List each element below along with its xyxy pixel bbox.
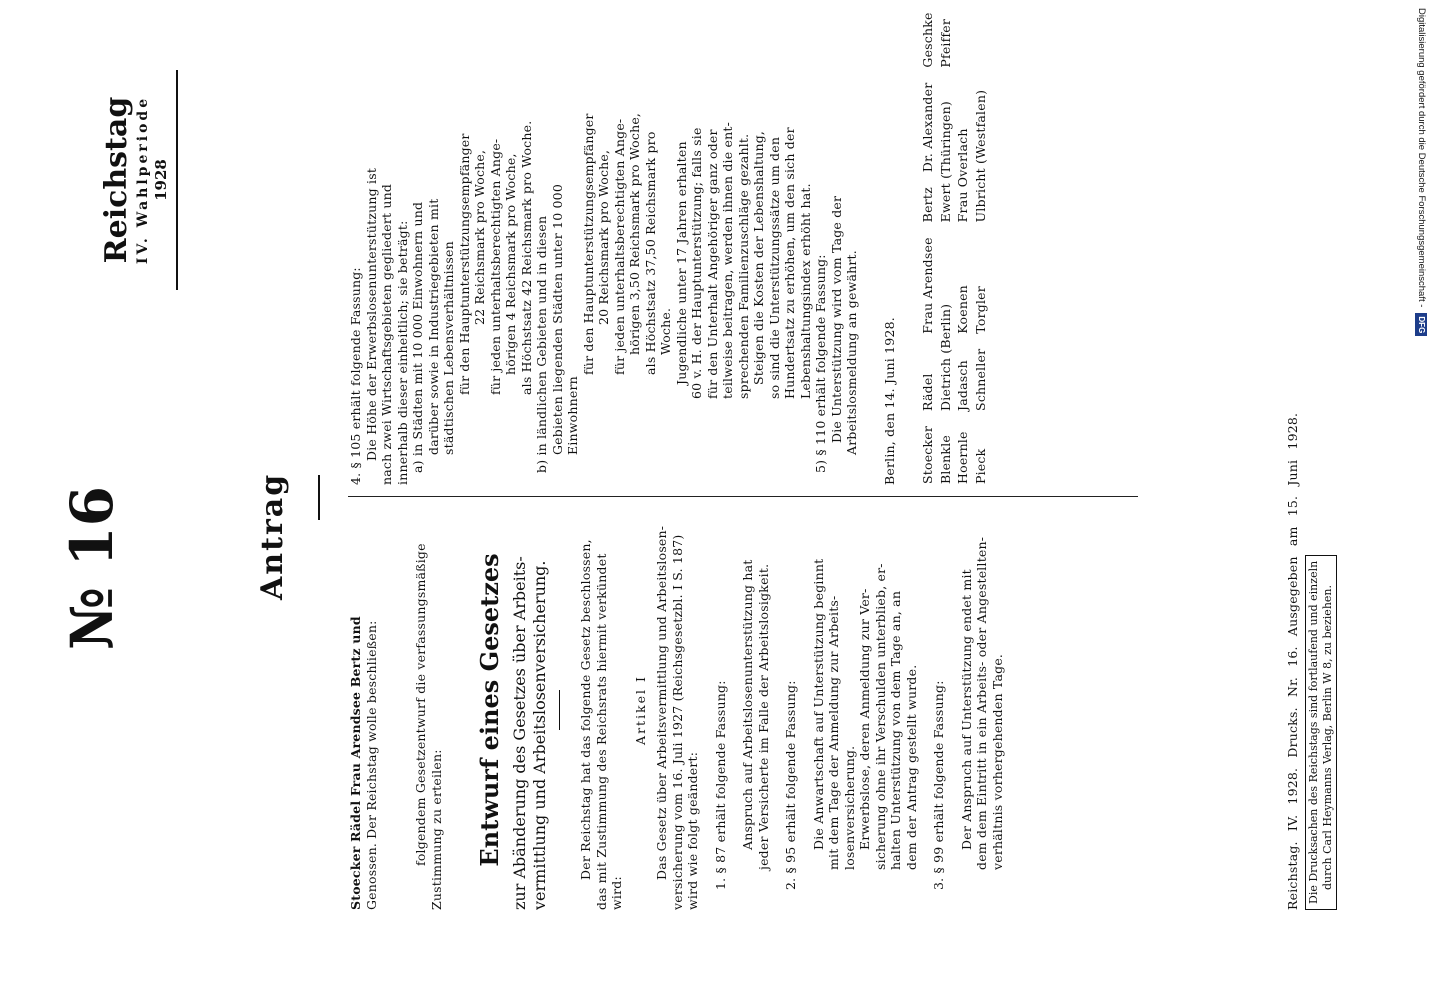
youth-line-2: 60 v. H. der Hauptunterstützung; falls sie (689, 127, 704, 399)
signatory: Ewert (Thüringen) (937, 101, 953, 223)
article-heading: Artikel I (632, 675, 648, 745)
item3-line-3: verhältnis vorhergehenden Tage. (989, 653, 1005, 870)
item2-line-3: losenversicherung. (841, 745, 857, 870)
a-line-2: darüber sowie in Industriegebieten mit (425, 198, 441, 455)
signatory: Dietrich (Berlin) (937, 303, 953, 411)
footer-line: Reichstag. IV. 1928. Drucks. Nr. 16. Ausgegeben am 15. Juni 1928. (1285, 412, 1300, 910)
signatory: Jadasch (955, 360, 970, 411)
signatory: Pieck (972, 448, 988, 484)
footer-box-line-2: durch Carl Heymanns Verlag, Berlin W 8, zu beziehen. (1320, 585, 1334, 890)
a-rate-3: für jeden unterhaltsberechtigten Ange- (487, 138, 503, 395)
item2-line-6: halten Unterstützung von dem Tage an, an (888, 590, 903, 870)
intro2-line-2: Zustimmung zu erteilen: (428, 749, 444, 910)
item1-line-2: jeder Versicherte im Falle der Arbeitslosigkeit. (755, 563, 771, 870)
a-rate-2: 22 Reichsmark pro Woche, (472, 149, 487, 325)
signatory: Ulbricht (Westfalen) (972, 89, 988, 223)
item3-line-1: Der Anspruch auf Unterstützung endet mit (958, 569, 974, 850)
youth-line-8: Hundertsatz zu erhöhen, um den sich der (782, 127, 797, 399)
signatory: Rädel (920, 373, 935, 411)
a-rate-5: als Höchstsatz 42 Reichsmark pro Woche. (518, 120, 534, 395)
document-number: № 16 (58, 486, 126, 650)
document-type: Antrag (255, 472, 290, 600)
intro-line-2: Genossen. Der Reichstag wolle beschließen: (363, 620, 379, 910)
item3-heading: 3. § 99 erhält folgende Fassung: (931, 680, 946, 890)
item5-line-1: Die Unterstützung wird vom Tage der (828, 195, 844, 443)
youth-line-1: Jugendliche unter 17 Jahren erhalten (673, 141, 689, 385)
signatory: Koenen (955, 285, 970, 334)
a-line-3: städtischen Lebensverhältnissen (441, 241, 456, 455)
item4-heading: 4. § 105 erhält folgende Fassung: (348, 267, 363, 485)
column-divider (348, 496, 1138, 497)
signatory: Stoecker (920, 425, 935, 484)
signatory: Bertz (920, 187, 935, 223)
b-line-3: Einwohnern (565, 376, 580, 455)
signatory: Frau Arendsee (920, 237, 935, 334)
signatory: Frau Overlach (955, 128, 970, 223)
a-rate-4: hörigen 4 Reichsmark pro Woche, (503, 153, 518, 375)
a-line-1: a) in Städten mit 10 000 Einwohnern und (410, 201, 425, 473)
subtitle-rule (559, 690, 560, 730)
signatory: Geschke (920, 12, 935, 68)
item4-line-1: Die Höhe der Erwerbslosenunterstützung ist (363, 167, 379, 461)
dfg-logo: DFG (1415, 313, 1427, 336)
b-rate-4: hörigen 3,50 Reichsmark pro Woche, (627, 112, 642, 355)
reichstag-title: Reichstag (99, 96, 134, 264)
youth-line-4: teilweise beitragen, werden ihnen die ent- (720, 121, 735, 399)
enact-line-1: Der Reichstag hat das folgende Gesetz beschlossen, (578, 539, 593, 880)
b-rate-5: als Höchstsatz 37,50 Reichsmark pro (642, 131, 658, 375)
item2-line-4: Erwerbslose, deren Anmeldung zur Ver- (857, 588, 872, 850)
footer (1285, 70, 1337, 910)
law-intro-3: wird wie folgt geändert: (685, 751, 700, 910)
draft-subtitle-2: vermittlung und Arbeitslosenversicherung. (530, 560, 549, 910)
signatory: Dr. Alexander (920, 82, 935, 173)
draft-title: Entwurf eines Gesetzes (475, 553, 504, 867)
item3-line-2: dem dem Eintritt in ein Arbeits- oder Angestellten- (974, 536, 989, 870)
item2-line-5: sicherung ohne ihr Verschulden unterblieb, er- (872, 563, 888, 870)
signatory: Torgler (972, 286, 988, 334)
youth-line-5: sprechenden Familienzuschläge gezahlt. (735, 133, 751, 399)
b-rate-6: Woche. (658, 307, 673, 355)
b-rate-1: für den Hauptunterstützungsempfänger (580, 113, 596, 375)
signatory-row (972, 11, 990, 485)
item5-line-2: Arbeitslosmeldung an gewährt. (844, 250, 859, 455)
item4-line-2: nach zwei Wirtschaftsgebieten gegliedert und (379, 183, 394, 485)
reichstag-header (100, 60, 170, 300)
enact-line-2: das mit Zustimmung des Reichsrats hiermit verkündet (593, 553, 609, 910)
youth-line-3: für den Unterhalt Angehöriger ganz oder (704, 129, 720, 399)
youth-line-7: so sind die Unterstützungssätze um den (766, 136, 782, 399)
item1-line-1: Anspruch auf Arbeitslosenunterstützung hat (740, 559, 755, 850)
left-column (348, 510, 1005, 910)
b-rate-3: für jeden unterhaltsberechtigten Ange- (611, 118, 627, 375)
draft-subtitle-1: zur Abänderung des Gesetzes über Arbeits- (510, 556, 529, 910)
item2-line-1: Die Anwartschaft auf Unterstützung beginnt (810, 558, 826, 850)
footer-box-line-1: Die Drucksachen des Reichstags sind fortlaufend und einzeln (1306, 560, 1320, 904)
youth-line-6: Steigen die Kosten der Lebenshaltung, (751, 130, 766, 385)
enact-line-3: wird: (609, 876, 624, 910)
signatory-row (937, 11, 955, 485)
item2-line-7: dem der Antrag gestellt wurde. (903, 664, 919, 870)
item2-heading: 2. § 95 erhält folgende Fassung: (783, 680, 798, 890)
digitization-note (1408, 0, 1434, 1000)
signatory-row (954, 11, 972, 485)
period-year: 1928 (152, 159, 170, 201)
item2-line-2: mit dem Tage der Anmeldung zur Arbeits- (826, 595, 841, 870)
b-rate-2: 20 Reichsmark pro Woche, (596, 149, 611, 325)
a-rate-1: für den Hauptunterstützungsempfänger (456, 133, 472, 395)
header-rule (176, 70, 178, 290)
b-line-1: b) in ländlichen Gebieten und in diesen (534, 215, 549, 473)
item5-heading: 5) § 110 erhält folgende Fassung: (813, 254, 828, 473)
youth-line-9: Lebenshaltungsindex erhöht hat. (797, 183, 813, 399)
item4-line-3: innerhalb dieser einheitlich; sie beträgt: (394, 220, 410, 485)
b-line-2: Gebieten liegenden Städten unter 10 000 (549, 184, 565, 455)
intro-line-1: Stoecker Rädel Frau Arendsee Bertz und (348, 616, 363, 910)
signatories-table (919, 11, 989, 485)
item1-heading: 1. § 87 erhält folgende Fassung: (712, 680, 728, 890)
right-column (348, 12, 989, 485)
signatory: Schneller (972, 348, 988, 411)
legislative-period: IV. Wahlperiode (135, 95, 151, 265)
separator-rule (318, 475, 320, 520)
law-intro-1: Das Gesetz über Arbeitsvermittlung und Arbeitslosen- (654, 525, 669, 880)
signatory: Hoernle (955, 431, 970, 484)
intro2-line-1: folgendem Gesetzentwurf die verfassungsmäßige (413, 543, 428, 866)
signatory: Pfeiffer (937, 18, 953, 68)
date-line: Berlin, den 14. Juni 1928. (881, 317, 897, 485)
signatory: Blenkle (937, 434, 953, 484)
signatory-row (919, 11, 937, 485)
footer-box (1305, 555, 1337, 910)
digitization-text: Digitalisierung gefördert durch die Deutsche Forschungsgemeinschaft - (1416, 8, 1427, 308)
law-intro-2: versicherung vom 16. Juli 1927 (Reichsgesetzbl. I S. 187) (669, 534, 685, 910)
